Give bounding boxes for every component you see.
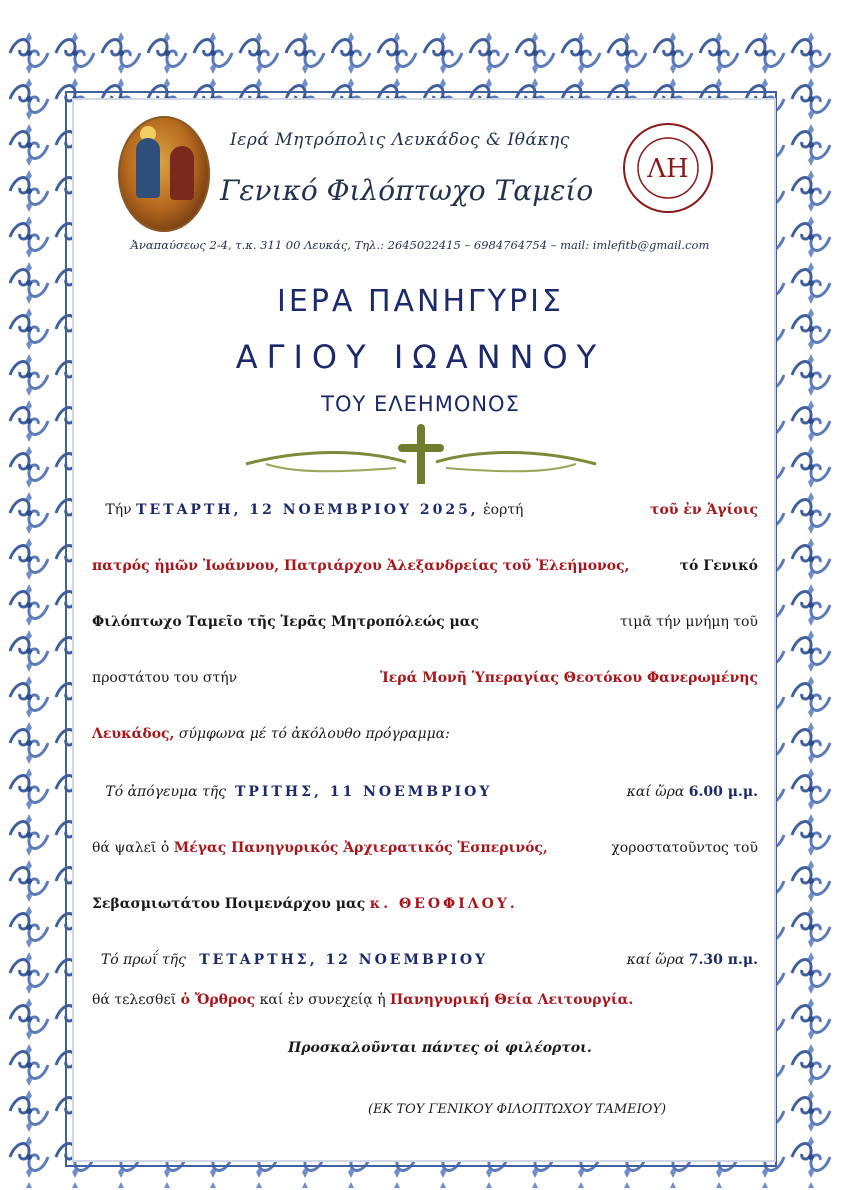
paragraph1-line2: πατρός ἡμῶν Ἰωάννου, Πατριάρχου Ἀλεξανδρείας τοῦ Ἐλεήμονος, τό Γενικό: [92, 558, 758, 574]
vespers-time: 6.00 μ.μ.: [688, 784, 758, 800]
contact-address: Ἀναπαύσεως 2-4, τ.κ. 311 00 Λευκάς, Τηλ.: 2645022415 – 6984764754 – mail: imlefitb@gmail.com: [130, 238, 710, 252]
event-title-line1: ΙΕΡΑ ΠΑΝΗΓΥΡΙΣ: [277, 284, 564, 319]
metropolis-name: Ιερά Μητρόπολις Λευκάδος & Ιθάκης: [230, 130, 570, 150]
event-date: ΤΕΤΑΡΤΗ, 12 ΝΟΕΜΒΡΙΟΥ 2025,: [136, 502, 479, 518]
metropolis-seal-icon: [622, 122, 714, 214]
paragraph3-line1: Τό πρωΐ τῆς ΤΕΤΑΡΤΗΣ, 12 ΝΟΕΜΒΡΙΟΥ καί ὥρα 7.30 π.μ.: [100, 952, 758, 968]
paragraph1-line5: Λευκάδος, σύμφωνα μέ τό ἀκόλουθο πρόγραμμα:: [92, 726, 450, 742]
saint-figure: [136, 138, 160, 198]
svg-text:ΛΗ: ΛΗ: [647, 154, 689, 184]
bishop-name: κ. ΘΕΟΦΙΛΟΥ.: [369, 896, 518, 912]
liturgy-date: ΤΕΤΑΡΤΗΣ, 12 ΝΟΕΜΒΡΙΟΥ: [199, 952, 489, 968]
liturgy-time: 7.30 π.μ.: [688, 952, 758, 968]
paragraph1-line4: προστάτου του στήν Ἱερά Μονῆ Ὑπεραγίας Θεοτόκου Φανερωμένης: [92, 670, 758, 686]
monastery-name: Ἱερά Μονῆ Ὑπεραγίας Θεοτόκου Φανερωμένης: [380, 670, 758, 686]
paragraph2-line3: Σεβασμιωτάτου Ποιμενάρχου μας κ. ΘΕΟΦΙΛΟΥ.: [92, 896, 518, 912]
vespers-date: ΤΡΙΤΗΣ, 11 ΝΟΕΜΒΡΙΟΥ: [234, 784, 493, 800]
paragraph3-line2: θά τελεσθεῖ ὁ Ὄρθρος καί ἐν συνεχείᾳ ἡ Πανηγυρική Θεία Λειτουργία.: [92, 992, 634, 1008]
event-title-line3: ΤΟΥ ΕΛΕΗΜΟΝΟΣ: [321, 392, 520, 416]
paragraph2-line2: θά ψαλεῖ ὁ Μέγας Πανηγυρικός Ἀρχιερατικός Ἑσπερινός, χοροστατοῦντος τοῦ: [92, 840, 758, 856]
signature-line: (ΕΚ ΤΟΥ ΓΕΝΙΚΟΥ ΦΙΛΟΠΤΩΧΟΥ ΤΑΜΕΙΟΥ): [368, 1102, 667, 1117]
paragraph2-line1: Τό ἀπόγευμα τῆς ΤΡΙΤΗΣ, 11 ΝΟΕΜΒΡΙΟΥ καί ὥρα 6.00 μ.μ.: [105, 784, 758, 800]
fund-name: Γενικό Φιλόπτωχο Ταμείο: [220, 174, 594, 207]
paragraph1-line1: Τήν ΤΕΤΑΡΤΗ, 12 ΝΟΕΜΒΡΙΟΥ 2025, ἑορτή τοῦ ἐν Ἁγίοις: [105, 502, 758, 518]
cross-ornament-icon: [236, 424, 606, 488]
event-title-line2: ΑΓΙΟΥ ΙΩΑΝΝΟΥ: [235, 338, 606, 376]
figure: [170, 146, 194, 200]
invitation-line: Προσκαλοῦνται πάντες οἱ φιλέορτοι.: [288, 1040, 592, 1056]
saint-icon-image: [118, 116, 210, 232]
letterhead: [110, 112, 730, 262]
paragraph1-line3: Φιλόπτωχο Ταμεῖο τῆς Ἱερᾶς Μητροπόλεώς μας τιμᾶ τήν μνήμη τοῦ: [92, 614, 758, 630]
